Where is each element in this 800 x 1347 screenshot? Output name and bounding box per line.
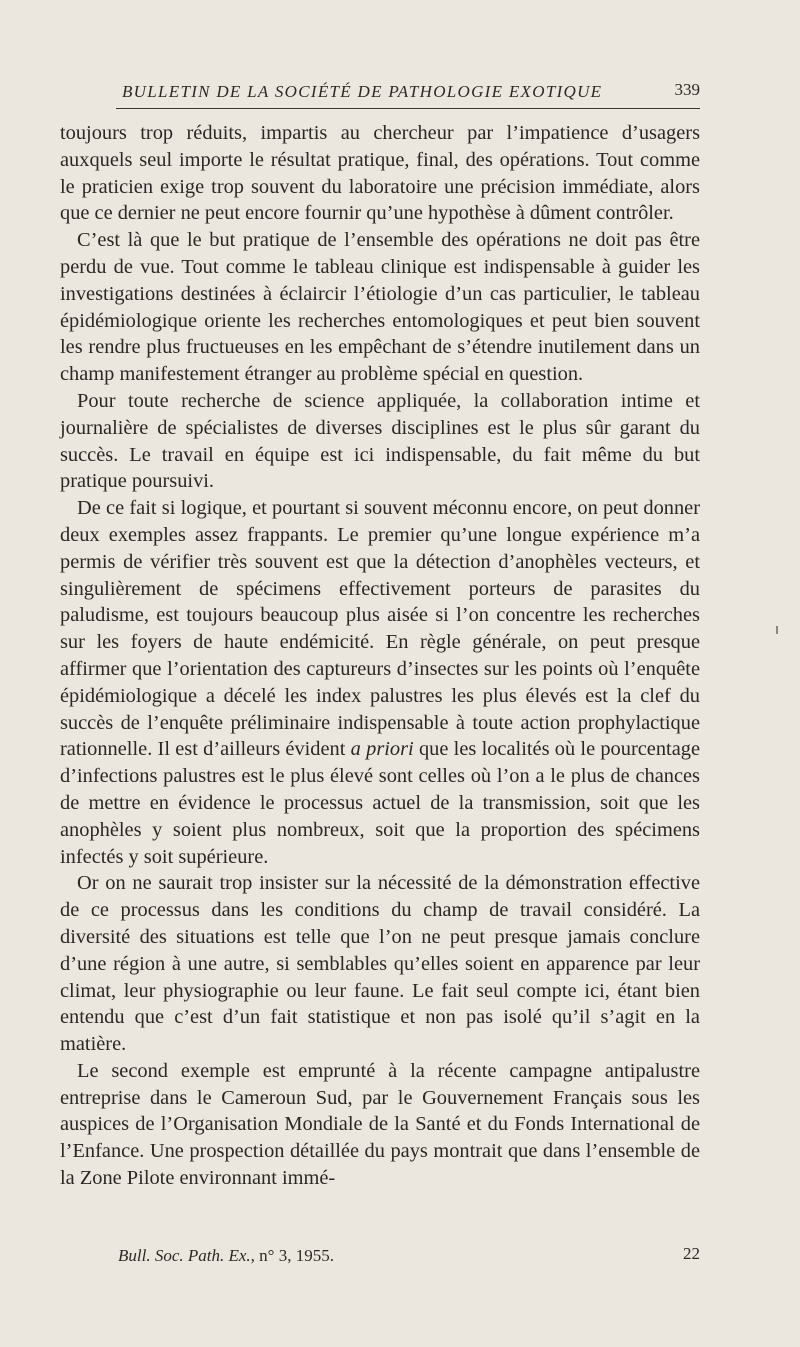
paragraph-2: C’est là que le but pratique de l’ensemble des opérations ne doit pas être perdu de vue. Tout comme le tableau clinique est indispensable à guider les investigations destinées à éclaircir l’étiologie d’un cas particulier, le tableau épidémiologique oriente les recherches entomologiques et peut bien souvent les rendre plus fructueuses en les empêchant de s’étendre inutilement dans un champ manifestement étranger au problème spécial en question. <box>60 229 700 386</box>
journal-title: BULLETIN DE LA SOCIÉTÉ DE PATHOLOGIE EXOTIQUE <box>122 82 603 101</box>
running-header <box>60 78 700 108</box>
footer <box>60 1246 700 1272</box>
journal-abbreviation: Bull. Soc. Path. Ex. <box>118 1246 251 1265</box>
paragraph-6: Le second exemple est emprunté à la récente campagne antipalustre entreprise dans le Cameroun Sud, par le Gouvernement Français sous les auspices de l’Organisation Mondiale de la Santé et du Fonds International de l’Enfance. Une prospection détaillée du pays montrait que dans l’ensemble de la Zone Pilote environnant immé- <box>60 1059 700 1190</box>
footer-citation <box>118 1246 334 1266</box>
issue-info: , n° 3, 1955. <box>250 1246 334 1265</box>
paragraph-3: Pour toute recherche de science appliquée, la collaboration intime et journalière de spécialistes de diverses disciplines est le plus sûr garant du succès. Le travail en équipe est ici indispensable, du fait même du but pratique poursuivi. <box>60 389 700 493</box>
margin-speck <box>776 626 778 634</box>
paragraph-4 <box>60 495 700 870</box>
signature-mark: 22 <box>683 1244 700 1263</box>
paragraph-4-text: De ce fait si logique, et pourtant si souvent méconnu encore, on peut donner deux exemples assez frappants. Le premier qu’une longue expérience m’a permis de vérifier très souvent est que la détection d’anophèles vecteurs, et singulièrement de spécimens effectivement porteurs de parasites du paludisme, est toujours beaucoup plus aisée si l’on concentre les recherches sur les foyers de haute endémicité. En règle générale, on peut presque affirmer que l’orientation des captureurs d’insectes sur les points où l’enquête épidémiologique a décelé les index palustres les plus élevés est la clef du succès de l’enquête préliminaire indispensable à toute action prophylactique rationnelle. Il est d’ailleurs évident <box>60 497 700 761</box>
paragraph-4-italic: a priori <box>350 738 414 761</box>
paragraph-5: Or on ne saurait trop insister sur la nécessité de la démonstration effective de ce processus dans les conditions du champ de travail considéré. La diversité des situations est telle que l’on ne peut presque jamais conclure d’une région à une autre, si semblables qu’elles soient en apparence par leur climat, leur physiographie ou leur faune. Le fait seul compte ici, étant bien entendu que c’est d’un fait statistique et non pas isolé qu’il s’agit en la matière. <box>60 872 700 1056</box>
header-rule <box>116 108 700 109</box>
body-text <box>60 120 700 1192</box>
paragraph-1: toujours trop réduits, impartis au chercheur par l’impatience d’usagers auxquels seul importe le résultat pratique, final, des opérations. Tout comme le praticien exige trop souvent du laboratoire une précision immédiate, alors que ce dernier ne peut encore fournir qu’une hypothèse à dûment contrôler. <box>60 122 700 225</box>
paragraph-4-tail: que les localités où le pourcentage d’infections palustres est le plus élevé sont celles où l’on a le plus de chances de mettre en évidence le processus actuel de la transmission, soit que les anophèles y soient plus nombreux, soit que la proportion des spécimens infectés y soit supérieure. <box>60 738 701 868</box>
page-number: 339 <box>674 80 700 99</box>
